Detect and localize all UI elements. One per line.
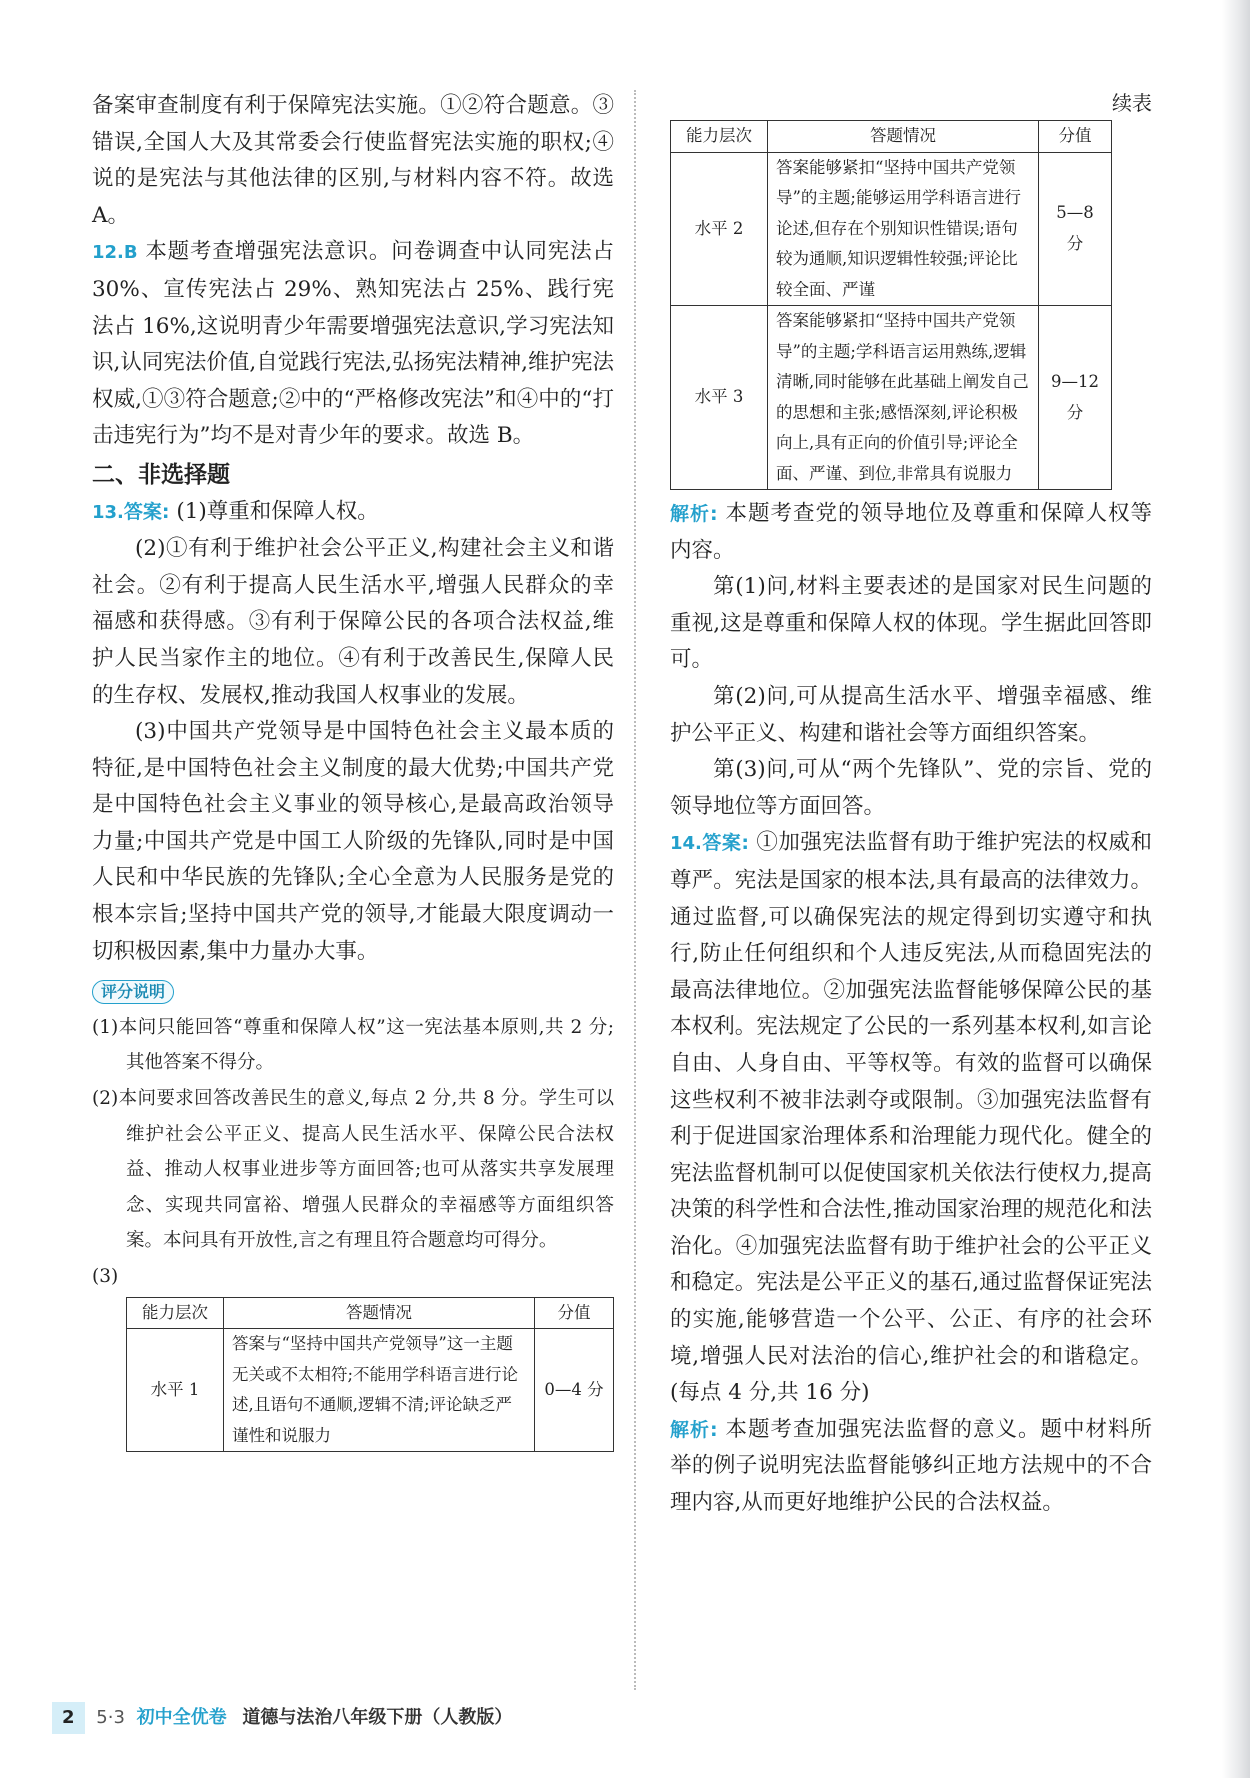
rubric-table-part2 bbox=[670, 120, 1112, 490]
q13-answer-2: (2)①有利于维护社会公平正义,构建社会主义和谐社会。②有利于提高人民生活水平,增强人民群众的幸福感和获得感。③有利于保障公民的各项合法权益,维护人民当家作主的地位。④有利于改善民生,保障人民的生存权、发展权,推动我国人权事业的发展。 bbox=[92, 536, 614, 708]
row-level: 水平 2 bbox=[671, 152, 768, 306]
q13-answer-1-text: (1)尊重和保障人权。 bbox=[176, 498, 379, 524]
q13-number: 13. bbox=[92, 501, 124, 523]
scoring-notes bbox=[92, 1010, 614, 1295]
q13-analysis-text: 本题考查党的领导地位及尊重和保障人权等内容。 bbox=[670, 501, 1152, 563]
q11-continuation: 备案审查制度有利于保障宪法实施。①②符合题意。③错误,全国人大及其常委会行使监督宪法实施的职权;④说的是宪法与其他法律的区别,与材料内容不符。故选 A。 bbox=[92, 93, 614, 228]
q14-analysis bbox=[670, 1412, 1152, 1522]
q13-analysis-part3: 第(3)问,可从“两个先锋队”、党的宗旨、党的领导地位等方面回答。 bbox=[670, 757, 1152, 819]
q13-analysis-part2: 第(2)问,可从提高生活水平、增强幸福感、维护公平正义、构建和谐社会等方面组织答案。 bbox=[670, 683, 1152, 746]
table-row bbox=[127, 1329, 614, 1452]
q14-analysis-label: 解析: bbox=[670, 1418, 718, 1441]
row-score: 9—12 分 bbox=[1039, 306, 1112, 490]
page-footer bbox=[52, 1702, 572, 1734]
table-header-desc: 答题情况 bbox=[768, 121, 1039, 153]
q14-analysis-text: 本题考查加强宪法监督的意义。题中材料所举的例子说明宪法监督能够纠正地方法规中的不合理内容,从而更好地维护公民的合法权益。 bbox=[670, 1416, 1152, 1516]
table-header-score: 分值 bbox=[535, 1297, 614, 1329]
table-continued-label: 续表 bbox=[1112, 91, 1152, 115]
q12-number: 12.B bbox=[92, 242, 138, 264]
table-row bbox=[671, 306, 1112, 490]
table-header-score: 分值 bbox=[1039, 121, 1112, 153]
column-divider bbox=[634, 90, 636, 1690]
book-title: 道德与法治八年级下册（人教版） bbox=[242, 1707, 513, 1728]
q13-answer-3: (3)中国共产党领导是中国特色社会主义最本质的特征,是中国特色社会主义制度的最大优势;中国共产党是中国特色社会主义事业的领导核心,是最高政治领导力量;中国共产党是中国工人阶级的先锋队,同时是中国人民和中华民族的先锋队;全心全意为人民服务是党的根本宗旨;坚持中国共产党的领导,才能最大限度调动一切积极因素,集中力量办大事。 bbox=[92, 719, 614, 964]
q13-answer-label: 答案: bbox=[123, 500, 170, 523]
table-header-row bbox=[671, 121, 1112, 153]
scoring-note-2: (2)本问要求回答改善民生的意义,每点 2 分,共 8 分。学生可以维护社会公平正义、提高人民生活水平、保障公民合法权益、推动人权事业进步等方面回答;也可从落实共享发展理念、实现共同富裕、增强人民群众的幸福感等方面组织答案。本问具有开放性,言之有理且符合题意均可得分。 bbox=[92, 1088, 614, 1252]
table-header-desc: 答题情况 bbox=[224, 1297, 535, 1329]
table-header-row bbox=[127, 1297, 614, 1329]
q13-analysis bbox=[670, 496, 1152, 569]
q13-analysis-part1: 第(1)问,材料主要表述的是国家对民生问题的重视,这是尊重和保障人权的体现。学生据此回答即可。 bbox=[670, 574, 1152, 673]
left-column bbox=[92, 88, 614, 1452]
q14-answer bbox=[670, 825, 1152, 1412]
series-mark: 5·3 bbox=[96, 1707, 125, 1728]
table-header-level: 能力层次 bbox=[127, 1297, 224, 1329]
row-desc: 答案能够紧扣“坚持中国共产党领导”的主题;能够运用学科语言进行论述,但存在个别知识性错误;语句较为通顺,知识逻辑性较强;评论比较全面、严谨 bbox=[768, 152, 1039, 306]
scoring-note-1: (1)本问只能回答“尊重和保障人权”这一宪法基本原则,共 2 分;其他答案不得分。 bbox=[92, 1016, 614, 1074]
page-number: 2 bbox=[52, 1702, 85, 1734]
section-title: 二、非选择题 bbox=[92, 461, 230, 488]
table-row bbox=[671, 152, 1112, 306]
row-desc: 答案能够紧扣“坚持中国共产党领导”的主题;学科语言运用熟练,逻辑清晰,同时能够在此基础上阐发自己的思想和主张;感悟深刻,评论积极向上,具有正向的价值引导;评论全面、严谨、到位,非常具有说服力 bbox=[768, 306, 1039, 490]
row-desc: 答案与“坚持中国共产党领导”这一主题无关或不太相符;不能用学科语言进行论述,且语句不通顺,逻辑不清;评论缺乏严谨性和说服力 bbox=[224, 1329, 535, 1452]
analysis-label: 解析: bbox=[670, 503, 718, 525]
q14-answer-text: ①加强宪法监督有助于维护宪法的权威和尊严。宪法是国家的根本法,具有最高的法律效力。通过监督,可以确保宪法的规定得到切实遵守和执行,防止任何组织和个人违反宪法,从而稳固宪法的最高法律地位。②加强宪法监督能够保障公民的基本权利。宪法规定了公民的一系列基本权利,如言论自由、人身自由、平等权等。有效的监督可以确保这些权利不被非法剥夺或限制。③加强宪法监督有利于促进国家治理体系和治理能力现代化。健全的宪法监督机制可以促使国家机关依法行使权力,提高决策的科学性和合法性,推动国家治理的规范化和法治化。④加强宪法监督有助于维护社会的公平正义和稳定。宪法是公平正义的基石,通过监督保证宪法的实施,能够营造一个公平、公正、有序的社会环境,增强人民对法治的信心,维护社会的和谐稳定。(每点 4 分,共 16 分) bbox=[670, 830, 1152, 1406]
q13-answer-1 bbox=[92, 494, 614, 532]
row-level: 水平 1 bbox=[127, 1329, 224, 1452]
table-header-level: 能力层次 bbox=[671, 121, 768, 153]
page-edge-shadow bbox=[1222, 0, 1250, 1778]
row-score: 5—8 分 bbox=[1039, 152, 1112, 306]
q12-text: 本题考查增强宪法意识。问卷调查中认同宪法占 30%、宣传宪法占 29%、熟知宪法占 25%、践行宪法占 16%,这说明青少年需要增强宪法意识,学习宪法知识,认同宪法价值,自觉践行宪法,弘扬宪法精神,维护宪法权威,①③符合题意;②中的“严格修改宪法”和④中的“打击违宪行为”均不是对青少年的要求。故选 B。 bbox=[92, 239, 614, 449]
brand-name: 初中全优卷 bbox=[136, 1707, 227, 1728]
row-level: 水平 3 bbox=[671, 306, 768, 490]
right-column bbox=[670, 88, 1152, 1522]
row-score: 0—4 分 bbox=[535, 1329, 614, 1452]
q12-answer bbox=[92, 234, 614, 455]
rubric-table-part1 bbox=[126, 1297, 614, 1453]
scoring-badge: 评分说明 bbox=[92, 980, 174, 1004]
scoring-note-3: (3) bbox=[92, 1266, 119, 1287]
q14-answer-label: 答案: bbox=[701, 832, 750, 855]
q14-number: 14. bbox=[670, 833, 702, 855]
